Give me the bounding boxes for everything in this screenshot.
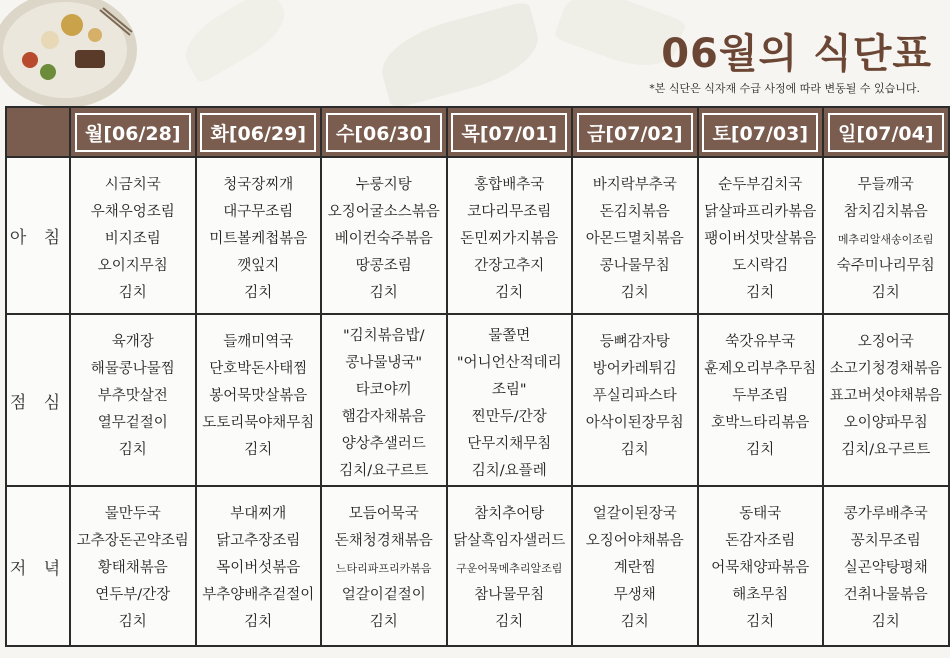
menu-cell [321,157,447,314]
menu-item: 숙주미나리무침 [836,258,935,274]
menu-item: 아삭이된장무침 [585,415,684,431]
menu-item: 건취나물볶음 [843,587,928,603]
menu-item: "김치볶음밥/ [342,328,425,344]
menu-item: 김치 [871,614,900,630]
menu-item: 부대찌개 [230,506,287,522]
menu-item: 도시락김 [732,258,789,274]
menu-item: 해물콩나물찜 [90,361,175,377]
menu-item: 훈제오리부추무침 [704,361,817,377]
meal-label: 아 침 [6,157,70,314]
menu-cell [447,314,573,486]
menu-item: 물쫄면 [488,328,531,344]
menu-item: 김치 [620,285,649,301]
meal-row [6,314,949,486]
menu-item: 구운어묵메추리알조림 [456,562,563,575]
menu-cell [823,486,949,646]
menu-item: 양상추샐러드 [341,436,426,452]
menu-item: 우채우엉조림 [90,204,175,220]
menu-item: 황태채볶음 [97,560,168,576]
menu-cell [196,486,322,646]
menu-cell [698,157,824,314]
menu-item: 연두부/간장 [95,587,171,603]
menu-item: 김치 [369,614,398,630]
menu-item: 얼갈이된장국 [592,506,677,522]
menu-item: 느타리파프리카볶음 [335,562,432,575]
menu-item: 미트볼케첩볶음 [209,231,308,247]
menu-item: 오이양파무침 [843,415,928,431]
menu-item: 김치 [244,442,273,458]
menu-item: 소고기청경채볶음 [829,361,942,377]
menu-cell [321,314,447,486]
menu-cell [698,314,824,486]
menu-item: 김치 [620,442,649,458]
menu-item: 바지락부추국 [592,177,677,193]
menu-item: 무생채 [613,587,656,603]
menu-item: 참치추어탕 [474,506,545,522]
menu-item: 김치 [746,614,775,630]
menu-item: 김치 [244,614,273,630]
menu-item: 동태국 [739,506,782,522]
menu-cell [823,157,949,314]
menu-cell [572,486,698,646]
menu-item: 실곤약탕평채 [843,560,928,576]
menu-item: 누룽지탕 [355,177,412,193]
food-plate-image [0,0,140,110]
menu-item: 물만두국 [104,506,161,522]
day-header: 화[06/29] [196,107,322,157]
menu-item: 방어카레튀김 [592,361,677,377]
menu-item: 김치 [369,285,398,301]
menu-item: 땅콩조림 [355,258,412,274]
menu-item: 조림" [491,382,527,398]
menu-item: 해초무침 [732,587,789,603]
menu-item: 단호박돈사태찜 [209,361,308,377]
menu-item: 콩나물냉국" [345,355,423,371]
day-header: 일[07/04] [823,107,949,157]
meal-row [6,157,949,314]
menu-item: 고추장돈곤약조림 [76,533,189,549]
menu-item: 김치 [620,614,649,630]
menu-item: 콩나물무침 [599,258,670,274]
menu-item: "어니언산적데리 [456,355,562,371]
menu-notice: *본 식단은 식자재 수급 사정에 따라 변동될 수 있습니다. [649,82,920,95]
menu-item: 어묵채양파볶음 [711,560,810,576]
menu-item: 순두부김치국 [718,177,803,193]
meal-label: 저 녁 [6,486,70,646]
menu-item: 모듬어묵국 [348,506,419,522]
menu-item: 오징어국 [857,334,914,350]
menu-cell [196,314,322,486]
day-header: 금[07/02] [572,107,698,157]
menu-item: 홍합배추국 [474,177,545,193]
menu-cell [572,157,698,314]
day-header: 목[07/01] [447,107,573,157]
menu-item: 부추양배추겉절이 [202,587,315,603]
menu-item: 시금치국 [104,177,161,193]
menu-item: 햄감자채볶음 [341,409,426,425]
menu-cell [321,486,447,646]
menu-item: 김치 [871,285,900,301]
menu-cell [70,314,196,486]
menu-item: 들깨미역국 [223,334,294,350]
menu-item: 쑥갓유부국 [725,334,796,350]
menu-item: 등뼈감자탕 [599,334,670,350]
menu-item: 오징어굴소스볶음 [327,204,440,220]
menu-item: 무들깨국 [857,177,914,193]
menu-item: 김치 [118,285,147,301]
menu-item: 푸실리파스타 [592,388,677,404]
menu-item: 돈김치볶음 [599,204,670,220]
menu-item: 팽이버섯맛살볶음 [704,231,817,247]
header [0,0,950,106]
menu-item: 오징어야채볶음 [585,533,684,549]
menu-item: 호박느타리볶음 [711,415,810,431]
menu-item: 콩가루배추국 [843,506,928,522]
menu-item: 깻잎지 [237,258,280,274]
menu-item: 돈감자조림 [725,533,796,549]
menu-item: 참나물무침 [474,587,545,603]
menu-item: 얼갈이겉절이 [341,587,426,603]
menu-cell [196,157,322,314]
meal-row [6,486,949,646]
menu-item: 닭살파프리카볶음 [704,204,817,220]
menu-item: 김치/요구르트 [841,442,931,458]
menu-item: 베이컨숙주볶음 [334,231,433,247]
menu-item: 계란찜 [613,560,656,576]
meal-schedule-table [5,106,950,647]
menu-item: 닭살흑임자샐러드 [453,533,566,549]
menu-item: 목이버섯볶음 [216,560,301,576]
menu-item: 도토리묵야채무침 [202,415,315,431]
menu-cell [447,157,573,314]
menu-item: 비지조림 [104,231,161,247]
menu-item: 김치 [118,442,147,458]
menu-item: 김치 [746,442,775,458]
menu-item: 아몬드멸치볶음 [585,231,684,247]
day-header: 월[06/28] [70,107,196,157]
menu-cell [823,314,949,486]
menu-cell [572,314,698,486]
menu-item: 돈민찌가지볶음 [460,231,559,247]
menu-item: 오이지무침 [97,258,168,274]
menu-item: 부추맛살전 [97,388,168,404]
menu-item: 찐만두/간장 [471,409,547,425]
menu-item: 표고버섯야채볶음 [829,388,942,404]
menu-item: 돈채청경채볶음 [334,533,433,549]
menu-item: 두부조림 [732,388,789,404]
menu-item: 간장고추지 [474,258,545,274]
menu-item: 코다리무조림 [467,204,552,220]
menu-item: 대구무조림 [223,204,294,220]
menu-item: 꽁치무조림 [850,533,921,549]
menu-item: 김치 [746,285,775,301]
page-title: 06월의 식단표 [661,31,932,77]
menu-cell [698,486,824,646]
menu-cell [70,157,196,314]
menu-item: 타코야끼 [355,382,412,398]
day-header: 토[07/03] [698,107,824,157]
menu-item: 닭고추장조림 [216,533,301,549]
menu-cell [447,486,573,646]
day-header-row [6,107,949,157]
menu-item: 김치 [495,285,524,301]
menu-item: 김치/요플레 [471,463,547,479]
header-corner [6,107,70,157]
menu-item: 메추리알새송이조림 [837,233,934,246]
menu-item: 김치 [495,614,524,630]
day-header: 수[06/30] [321,107,447,157]
menu-item: 김치/요구르트 [339,463,429,479]
menu-cell [70,486,196,646]
meal-label: 점 심 [6,314,70,486]
menu-item: 김치 [244,285,273,301]
menu-item: 김치 [118,614,147,630]
menu-item: 청국장찌개 [223,177,294,193]
menu-item: 열무겉절이 [97,415,168,431]
menu-item: 봉어묵맛살볶음 [209,388,308,404]
menu-item: 육개장 [111,334,154,350]
menu-item: 참치김치볶음 [843,204,928,220]
menu-item: 단무지채무침 [467,436,552,452]
